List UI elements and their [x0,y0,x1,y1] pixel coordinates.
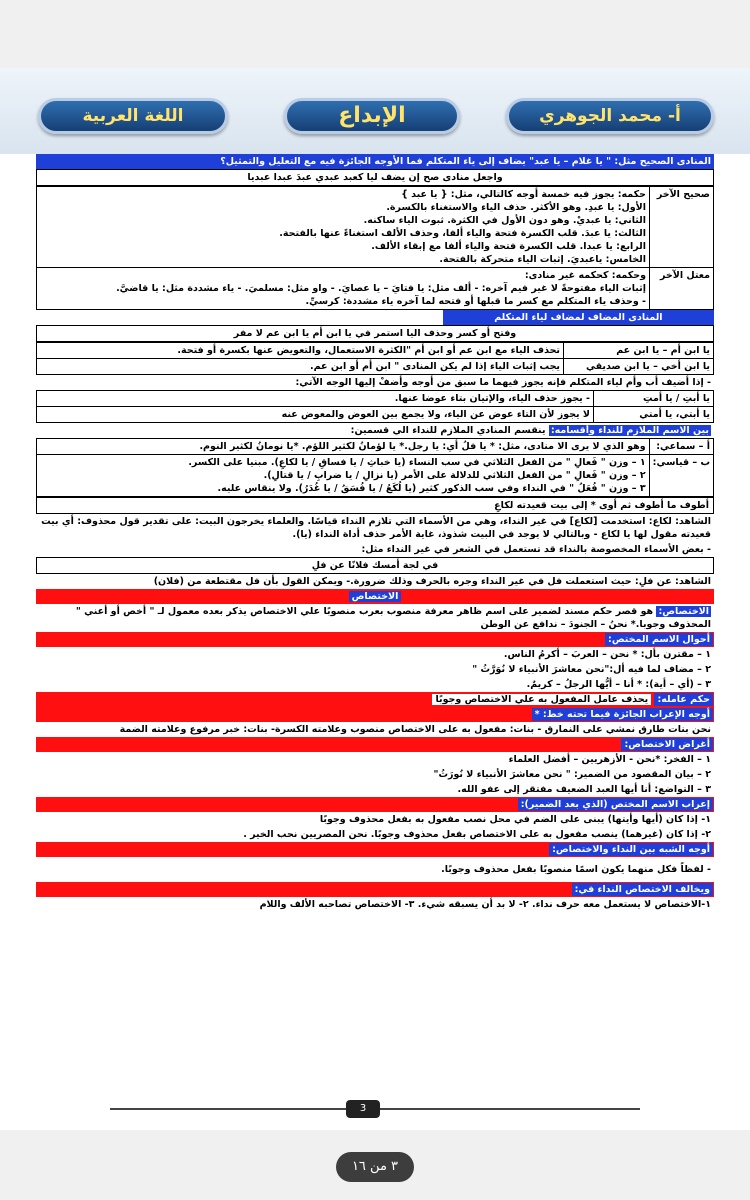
qiyasi-rules [37,455,650,497]
verse-box: في لجة أمسك فلانًا عن فلِ [36,557,714,574]
table-cell: يا ابن أم – يا ابن عم [564,343,714,359]
page-indicator: ٣ من ١٦ [336,1152,414,1182]
section-title: إعراب الاسم المختص (الذي بعد الضمير): [518,798,713,811]
list-item: ٢- إذا كان (غيرهما) ينصب مفعول به على الاختصاص بفعل محذوف وجوبًا. نحن المصريين نحب الخير . [243,829,711,840]
author-badge: أ- محمد الجوهري [506,98,714,134]
ab-umm-table [36,390,714,423]
red-section-bar [36,707,714,722]
list-item: ١ – مقترن بأل: * نحن – العربَ – أكرمُ الناس. [503,649,711,660]
rule-line: ١ – وزن " فَعالِ " من الفعل الثلاثي في سب النساء (يا خباثِ / يا فساقِ / يا لكاعِ). مبنيا على الكسر. [188,457,646,468]
mulazim-table [36,438,714,497]
rule-line: وحكمه: كحكمه غير منادى: [524,270,646,281]
page-number: 3 [346,1100,380,1118]
red-section-bar [36,632,714,647]
ibn-table [36,342,714,375]
mutal-label: معتل الآخر [650,268,714,310]
definition-text: هو قصر حكم مسند لضمير على اسم ظاهر معرفة منصوب بعرب منصوبًا علي الاختصاص يذكر بعده معمول لـ " أخص أو أعني " المحذوف وجوبا.* نحنُ – الجنودَ – ندافع عن الوطن [75,606,711,630]
table-cell: تحذف الياء مع ابن عم أو ابن أم "الكثرة الاستعمال، والتعويض عنها بكسرة أو فتحة. [37,343,564,359]
rule-line: ٢ – وزن " فَعالِ " من الفعل الثلاثي للدلالة على الأمر (يا نزالِ / يا ضرابِ / يا قتالِ). [263,470,646,481]
red-section-bar [36,842,714,857]
mutal-rules [37,268,650,310]
red-section-bar [36,589,714,604]
definition [36,604,714,632]
qiyasi-label: ب – قياسي: [649,455,713,497]
list-item: ٢ – مضاف لما فيه أل:"نحن معاشرَ الأنبياء لا نُوَرَّثُ " [472,664,711,675]
section-title: أغراض الاختصاص: [621,738,713,751]
list-item: ١ – الفخر: *نحن - الأزهريين – أفضل العلماء [508,754,711,765]
rules-table [36,186,714,310]
section-subtitle: - إذا أضيف أب وأم لياء المتكلم فإنه يجوز فيهما ما سبق من أوجه وأضفْ إليها الوجه الآتي: [295,377,711,388]
red-section-bar [36,797,714,812]
rule-line: الأول: يا عبدِ. وهو الأكثر. حذف الياء والاستغناء بالكسرة. [386,202,646,213]
title-badge: الإبداع [284,98,460,134]
rule-line: الثالث: يا عبدَ. قلب الكسرة فتحة والياء ألفا، وحذف الألف استغناءً عنها بالفتحة. [279,228,646,239]
section-title: حكم عامله: [654,693,713,706]
table-cell: يا أبتي، يا أمتي [594,407,714,423]
section-text: يحذف عامل المفعول به علي الاختصاص وجوبًا [432,694,651,705]
section-subtitle [36,423,714,438]
definition-label: الاختصاص: [658,606,709,617]
red-section-bar [36,737,714,752]
section-title: بين الاسم الملازم للنداء وأقسامه: [550,425,709,436]
subject-badge: اللغة العربية [38,98,228,134]
samai-label: أ – سماعي: [649,439,713,455]
table-cell: - يجوز حذف الياء، والإتيان بتاء عوضا عنها. [37,391,594,407]
section-text: ١-الاختصاص لا يستعمل معه حرف نداء. ٢- لا بد أن يسبقه شيء. ٣- الاختصاص تصاحبه الألف واللام [259,899,711,910]
red-section-bar [36,882,714,897]
verse-example: واجعل منادى صح إن يضف ليا كعبد عبدي عبدَ عبدا عبديا [36,169,714,186]
section-title: ويخالف الاختصاص النداء في: [572,883,713,896]
section-title: أوجه الإعراب الجائزة فيما تحته خط: * [532,708,713,721]
page-content [36,154,714,912]
rule-line: إثبات الياء مفتوحةً لا غير فيم آخره: - ألف مثل: يا فتايَ – يا عصايَ. - واو مثل: مسلميَ. - ياء مشددة مثل: يا قاضيَّ. [116,283,646,294]
rule-line: ٣ – وزن " فُعَلُ " في النداء وفي سب الذكور كثير (يا لُكَعُ / يا فُسَقُ / يا غُدَرُ). ولا ينقاس عليه. [217,483,646,494]
red-section-bar [36,692,714,707]
section-sub: ينقسم المنادي الملازم للنداء الي قسمين: [350,425,546,436]
note-text: - بعض الأسماء المخصوصة بالنداء قد تستعمل في الشعر في غير النداء مثل: [361,544,711,555]
rule-line: الخامس: ياعبديَ. إثبات الياء متحركة بالفتحة. [439,254,646,265]
sahih-label: صحيح الآخر [650,187,714,268]
section-text: - لفظاً فكل منهما يكون اسمًا منصوبًا بفعل محذوف وجوبًا. [441,864,711,875]
list-item: ٣ – التواضع: أنا أيها العبد الضعيف مفتقر إلى عفو الله. [457,784,711,795]
verse-box: أطوف ما أطوف ثم أوى * إلى بيت قعيدته لكاعِ [36,497,714,514]
rule-line: الثاني: يا عبديْ. وهو دون الأول في الكثرة. ثبوت الياء ساكنه. [363,215,646,226]
example-text: نحن بنات طارق نمشي على النمارق - بنات: مفعول به على الاختصاص منصوب وعلامته الكسرة- بنات: خبر مرفوع وعلامته الضمة [119,724,711,735]
list-item: ٢ – بيان المقصود من الضمير: " نحن معاشرَ الأنبياء لا نُورَثُ" [433,769,711,780]
section-title: أوجه الشبه بين النداء والاختصاص: [549,843,713,856]
table-cell: لا يجوز لأن التاء عوض عن الياء، ولا يجمع بين العوض والمعوض عنه [37,407,594,423]
rule-line: - وحذف ياء المتكلم مع كسر ما قبلها أو فتحه لما آخره ياء مشددة: كرسيِّ. [305,296,646,307]
section-title: الاختصاص [349,591,402,602]
table-cell: يا أبتِ / يا أمتِ [594,391,714,407]
table-cell: يا ابن أخي – يا ابن صديقي [564,359,714,375]
document-page [0,68,750,1130]
rule-line: حكمه: يجوز فيه خمسة أوجه كالتالي، مثل: { يا عبد } [401,189,646,200]
shahid-text: الشاهد: عن فلِ: حيث استعملت فل في غير النداء وجره بالحرف وذلك ضرورة.- ويمكن القول بأن فل مقتطعة من (فلان) [153,576,711,587]
rule-line: الرابع: يا عبدا. قلب الكسرة فتحة والياء ألفا مع إبقاء الألف. [371,241,646,252]
sahih-rules [37,187,650,268]
section-title: المنادى الصحيح مثل: " يا غلام – يا عبد" يضاف إلى ياء المتكلم فما الأوجه الجائزة فيه مع التعليل والتمثيل؟ [36,154,714,169]
list-item: ٣ – (أي – أية): * أنا – أيُّها الرجلُ – كريمٌ. [526,679,711,690]
section-title: أحوال الاسم المختص: [605,633,713,646]
list-item: ١- إذا كان (أيها وأيتها) يبنى على الضم في محل نصب مفعول به بفعل محذوف وجوبًا [319,814,711,825]
page-header [0,68,750,154]
samai-text: وهو الذي لا يرى الا منادى، مثل: * يا فلُ أي: يا رجل.* يا لؤمانُ لكثير اللؤم. *يا نومانُ لكثير النوم. [37,439,650,455]
shahid-text: الشاهد: لكاع: استخدمت [لكاع] في غير النداء، وهي من الأسماء التي تلازم النداء قياسًا. والعلماء يخرجون البيت: على تقدير قول محذوف: أي بيت قعيدته مقول لها يا لكاع - وبالتالي لا يوجد في البيت شذوذ، غاية الأمر حذف أداة النداء (يا). [41,516,711,540]
verse-example: وفتح أو كسر وحذف اليا استمر في يا ابن أم يا ابن عم لا مفر [36,325,714,342]
section-title: المنادى المضاف لمضاف لياء المتكلم [443,310,714,325]
table-cell: يجب إثبات الياء إذا لم يكن المنادى " ابن أم أو ابن عم. [37,359,564,375]
